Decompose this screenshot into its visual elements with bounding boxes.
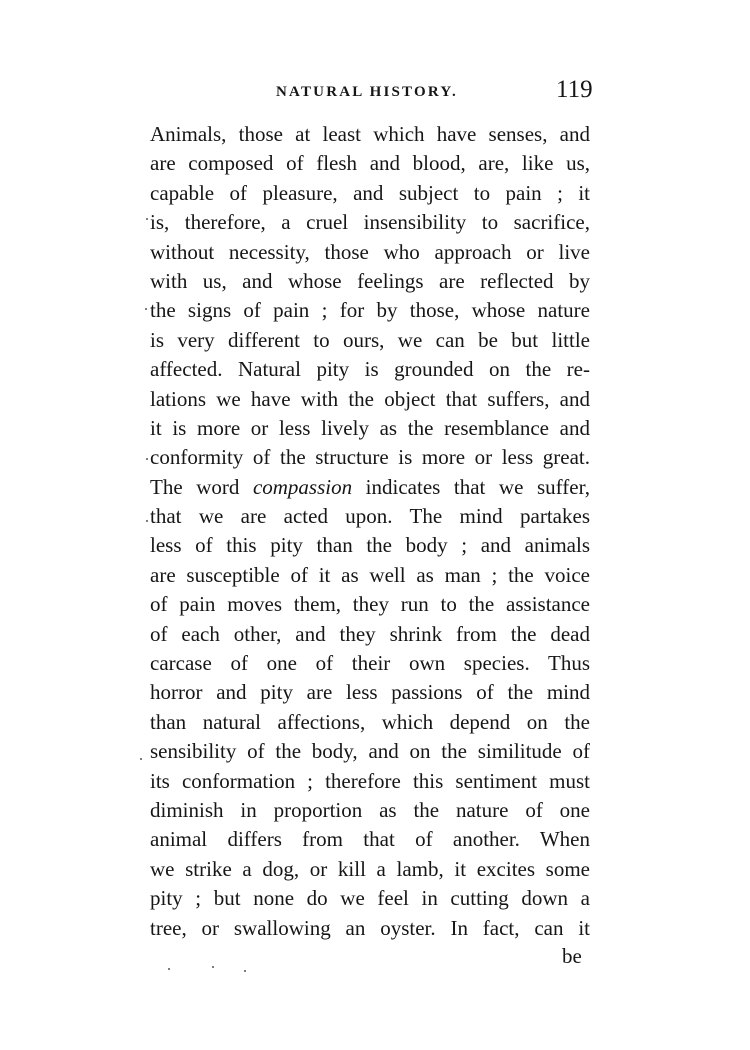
text-line: diminish in proportion as the nature of one — [150, 797, 590, 822]
text-line: are composed of flesh and blood, are, like us, — [150, 151, 590, 176]
catchword: be — [562, 944, 582, 968]
text-line: conformity of the structure is more or less great. — [150, 445, 590, 470]
text-line: pity ; but none do we feel in cutting down a — [150, 886, 590, 911]
body-text — [150, 120, 590, 943]
text-line: it is more or less lively as the resemblance and — [150, 415, 590, 440]
text-line: we strike a dog, or kill a lamb, it excites some — [150, 856, 590, 881]
print-speck — [168, 968, 170, 970]
print-speck — [244, 970, 246, 972]
text-line: is, therefore, a cruel insensibility to sacrifice, — [150, 210, 590, 235]
text-line: than natural affections, which depend on the — [150, 709, 590, 734]
text-line: is very different to ours, we can be but little — [150, 327, 590, 352]
text-line: without necessity, those who approach or live — [150, 239, 590, 264]
text-fragment: The word — [150, 474, 253, 499]
print-speck — [146, 520, 148, 522]
text-line: lations we have with the object that suffers, and — [150, 386, 590, 411]
text-line: less of this pity than the body ; and animals — [150, 533, 590, 558]
running-head: NATURAL HISTORY. — [276, 84, 458, 100]
text-line: Animals, those at least which have senses, and — [150, 122, 590, 146]
page-number: 119 — [556, 76, 593, 103]
print-speck — [146, 458, 148, 460]
text-line: horror and pity are less passions of the mind — [150, 680, 590, 705]
text-line: carcase of one of their own species. Thus — [150, 651, 590, 676]
text-line: affected. Natural pity is grounded on the re- — [150, 357, 590, 382]
text-line: animal differs from that of another. When — [150, 827, 590, 852]
text-line: capable of pleasure, and subject to pain ; it — [150, 180, 590, 205]
text-line: with us, and whose feelings are reflected by — [150, 268, 590, 293]
print-speck — [145, 308, 147, 310]
text-line: that we are acted upon. The mind partakes — [150, 504, 590, 529]
print-speck — [212, 966, 214, 968]
text-line: the signs of pain ; for by those, whose nature — [150, 298, 590, 323]
text-line: of pain moves them, they run to the assistance — [150, 592, 590, 617]
text-line: are susceptible of it as well as man ; the voice — [150, 562, 590, 587]
text-fragment: indicates that we suffer, — [352, 474, 590, 499]
text-line: its conformation ; therefore this sentiment must — [150, 768, 590, 793]
text-line: of each other, and they shrink from the dead — [150, 621, 590, 646]
text-line: sensibility of the body, and on the similitude of — [150, 739, 590, 764]
print-speck — [140, 758, 142, 760]
print-speck — [146, 218, 148, 220]
text-line: tree, or swallowing an oyster. In fact, can it — [150, 915, 590, 940]
text-line-with-italic — [150, 473, 590, 502]
italic-word: compassion — [252, 474, 353, 499]
